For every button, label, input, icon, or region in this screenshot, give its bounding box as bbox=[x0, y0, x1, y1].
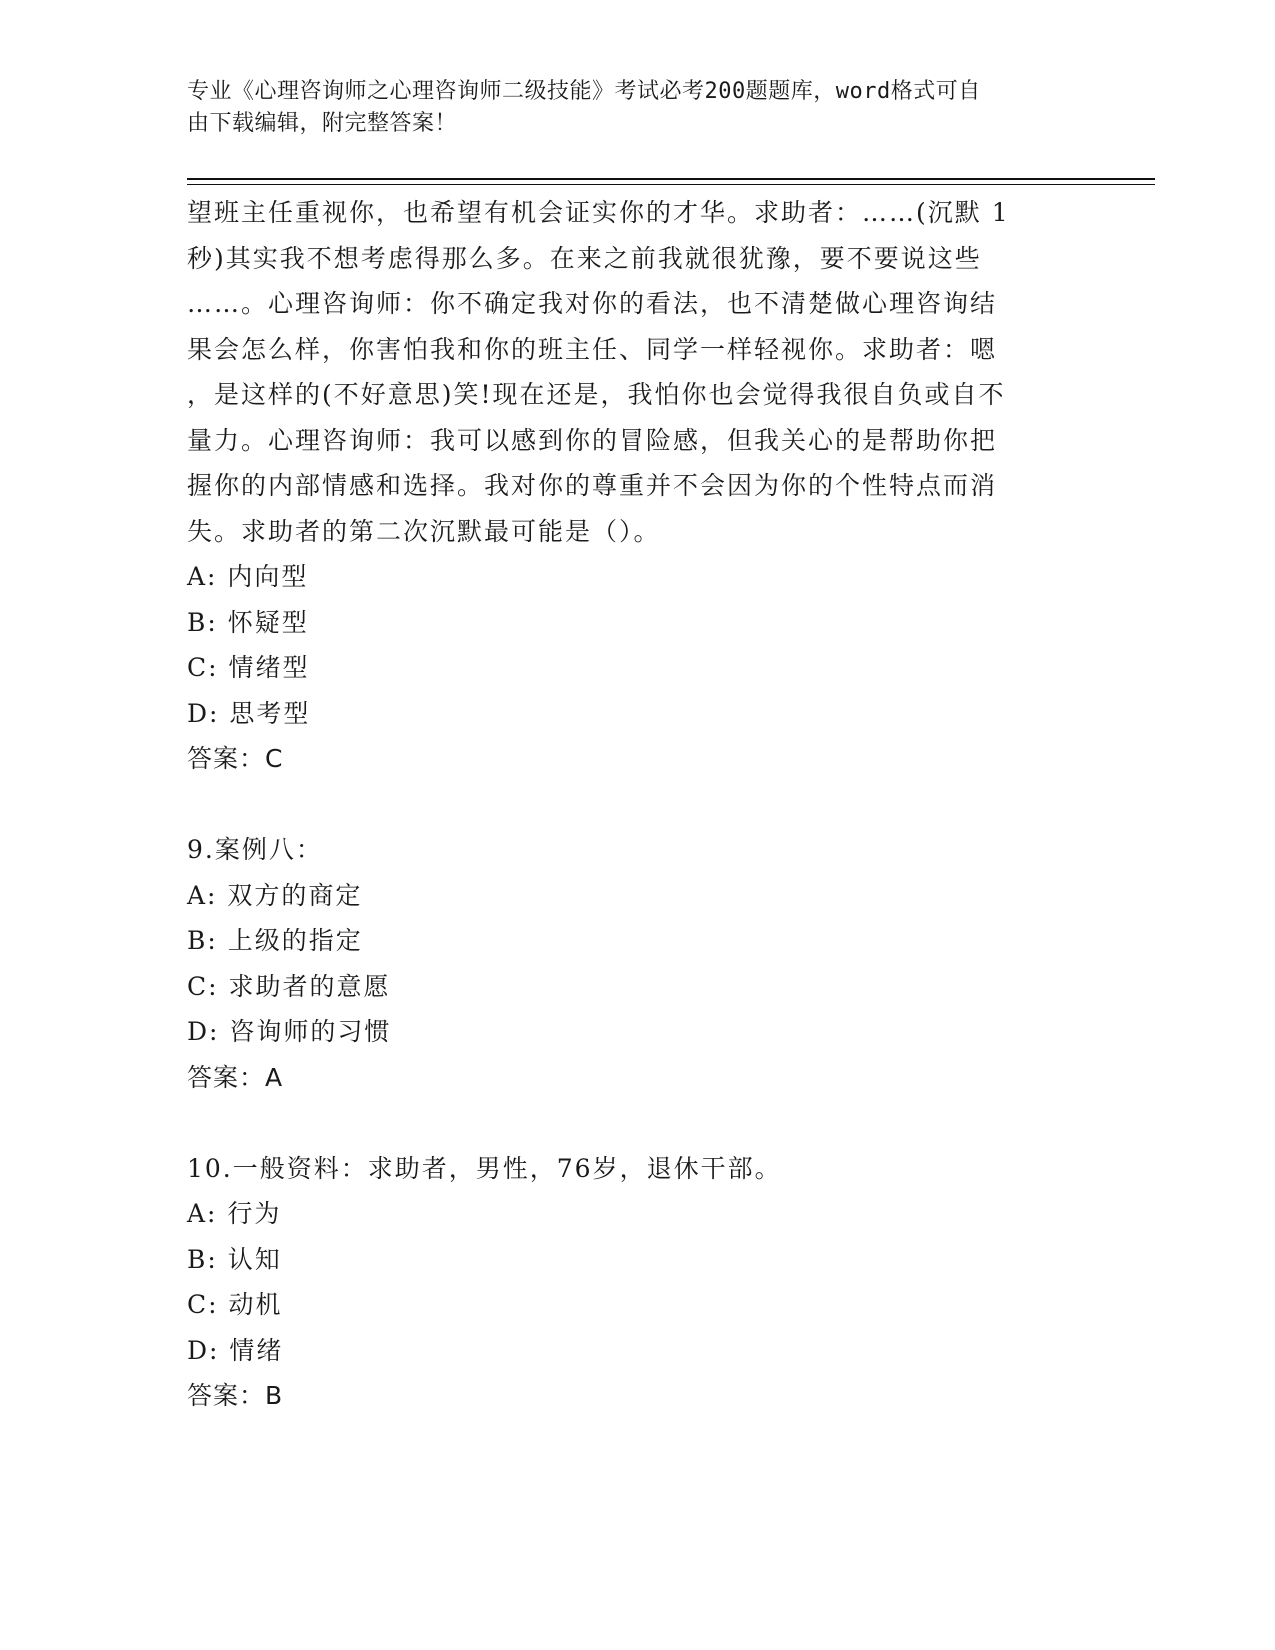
question-text-line: ……。心理咨询师：你不确定我对你的看法，也不清楚做心理咨询结 bbox=[187, 289, 998, 318]
option-d: D: 思考型 bbox=[187, 698, 311, 728]
question-text-line: 握你的内部情感和选择。我对你的尊重并不会因为你的个性特点而消 bbox=[187, 471, 998, 500]
question-text-line: 果会怎么样，你害怕我和你的班主任、同学一样轻视你。求助者：嗯 bbox=[187, 334, 998, 364]
option-b: B: 认知 bbox=[187, 1244, 282, 1274]
option-a: A: 双方的商定 bbox=[187, 880, 363, 910]
option-c: C: 动机 bbox=[187, 1290, 283, 1319]
spacer bbox=[187, 1100, 1077, 1146]
option-b: B: 怀疑型 bbox=[187, 607, 309, 637]
spacer bbox=[187, 782, 1077, 828]
header-divider-thin bbox=[187, 184, 1155, 185]
question-9 bbox=[187, 827, 1077, 1100]
page-header bbox=[187, 76, 1067, 140]
answer-line: 答案：A bbox=[187, 1062, 284, 1092]
answer-line: 答案：B bbox=[187, 1381, 284, 1410]
question-text-line: 秒)其实我不想考虑得那么多。在来之前我就很犹豫，要不要说这些 bbox=[187, 243, 982, 273]
question-title: 10.一般资料：求助者，男性，76岁，退休干部。 bbox=[187, 1153, 782, 1183]
header-line-2: 由下载编辑，附完整答案！ bbox=[187, 111, 458, 136]
option-a: A: 行为 bbox=[187, 1199, 282, 1228]
question-text-line: ，是这样的(不好意思)笑!现在还是，我怕你也会觉得我很自负或自不 bbox=[187, 380, 1006, 409]
question-8-continuation bbox=[187, 190, 1077, 782]
question-title: 9.案例八： bbox=[187, 835, 323, 864]
option-a: A: 内向型 bbox=[187, 562, 309, 591]
question-text-line: 量力。心理咨询师：我可以感到你的冒险感，但我关心的是帮助你把 bbox=[187, 425, 998, 455]
option-d: D: 情绪 bbox=[187, 1335, 284, 1365]
option-b: B: 上级的指定 bbox=[187, 926, 363, 955]
question-text-line: 失。求助者的第二次沉默最可能是（）。 bbox=[187, 516, 661, 546]
option-d: D: 咨询师的习惯 bbox=[187, 1017, 392, 1046]
answer-line: 答案：C bbox=[187, 744, 284, 773]
option-c: C: 情绪型 bbox=[187, 653, 310, 682]
question-text-line: 望班主任重视你，也希望有机会证实你的才华。求助者：……(沉默 1 bbox=[187, 198, 1010, 227]
question-10 bbox=[187, 1146, 1077, 1419]
header-line-1: 专业《心理咨询师之心理咨询师二级技能》考试必考200题题库，word格式可自 bbox=[187, 79, 981, 104]
option-c: C: 求助者的意愿 bbox=[187, 971, 391, 1001]
header-divider-thick bbox=[187, 178, 1155, 180]
document-body bbox=[187, 190, 1077, 1419]
